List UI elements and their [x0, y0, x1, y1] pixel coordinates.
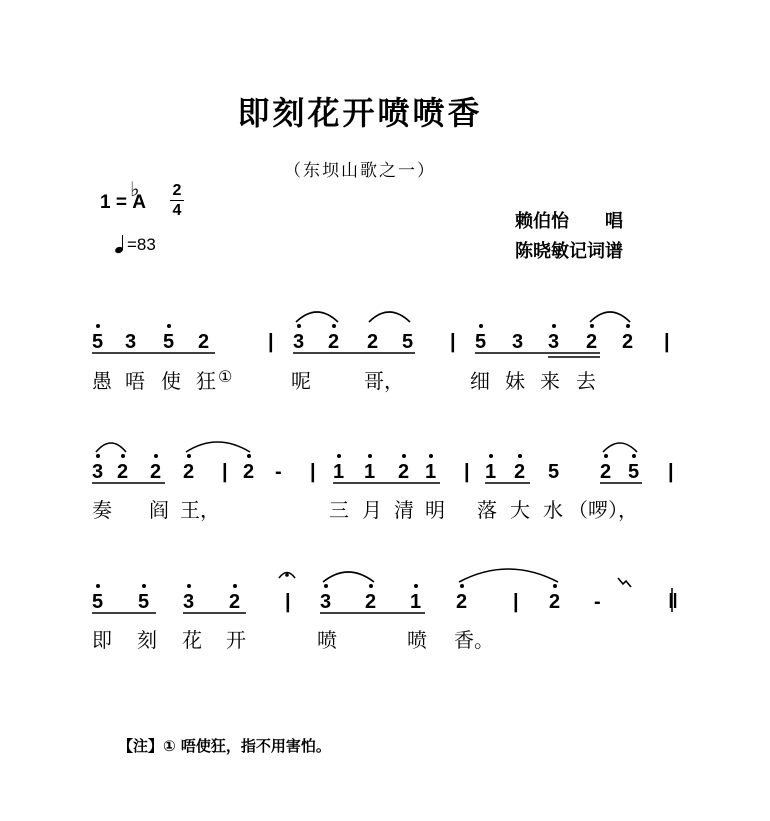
lyric: 三 — [329, 498, 349, 522]
barline: | — [464, 461, 470, 483]
lyric: 大 — [510, 498, 530, 522]
breath-mark-icon — [618, 578, 631, 587]
note: 5 — [163, 331, 175, 353]
note: 1 — [333, 461, 345, 483]
lyric: 哥， — [364, 369, 404, 393]
lyric: 去 — [576, 369, 596, 393]
note: 5 — [475, 331, 487, 353]
lyric: 落 — [477, 498, 497, 522]
note: 1 — [425, 461, 437, 483]
lyric: 喷 — [317, 628, 337, 652]
singer-credit: 赖伯怡 唱 — [515, 211, 623, 232]
key-prefix: 1 = — [100, 192, 133, 213]
note: 1 — [364, 461, 376, 483]
lyric: 香。 — [454, 628, 494, 652]
note: 3 — [293, 331, 305, 353]
final-barline: ‖ — [668, 591, 678, 613]
lyric: 呢 — [291, 369, 311, 393]
note: 2 — [117, 461, 129, 483]
note: 2 — [183, 461, 195, 483]
barline: | — [310, 461, 316, 483]
note: 2 — [365, 591, 377, 613]
lyric: 花 — [182, 628, 202, 652]
lyric: （啰）， — [568, 498, 638, 522]
barline: | — [222, 461, 228, 483]
notation-row-1 — [92, 312, 670, 357]
note: 2 — [514, 461, 526, 483]
note: 3 — [92, 461, 104, 483]
lyric: 刻 — [137, 628, 157, 652]
note: 2 — [229, 591, 241, 613]
footnote: 【注】① 唔使狂，指不用害怕。 — [118, 737, 331, 755]
notation-row-2 — [92, 442, 674, 483]
note: 3 — [320, 591, 332, 613]
key-letter: A — [132, 192, 146, 213]
notation-row-3 — [92, 569, 678, 613]
tempo-value: =83 — [127, 235, 156, 254]
lyric: 水 — [543, 498, 563, 522]
note: 2 — [150, 461, 162, 483]
note: 1 — [485, 461, 497, 483]
note: 3 — [125, 331, 137, 353]
lyric: 喷 — [407, 628, 427, 652]
recorder-credit: 陈晓敏记词谱 — [515, 241, 623, 262]
note: 2 — [398, 461, 410, 483]
note: - — [594, 591, 601, 613]
note: 2 — [549, 591, 561, 613]
note: 5 — [628, 461, 640, 483]
lyric: 狂 — [196, 369, 216, 393]
lyric: 开 — [226, 628, 246, 652]
lyric: 清 — [394, 498, 414, 522]
lyric: 细 — [470, 369, 490, 393]
note: - — [275, 461, 282, 483]
barline: | — [268, 331, 274, 353]
note: 5 — [138, 591, 150, 613]
lyric: 愚 — [92, 369, 112, 393]
note: 2 — [586, 331, 598, 353]
lyric: 奏 — [92, 498, 112, 522]
note: 2 — [243, 461, 255, 483]
flat-sign-icon: ♭ — [130, 177, 140, 201]
note: 2 — [328, 331, 340, 353]
note: 2 — [600, 461, 612, 483]
note: 2 — [456, 591, 468, 613]
barline: | — [668, 461, 674, 483]
barline: | — [450, 331, 456, 353]
lyric: 月 — [362, 498, 382, 522]
song-subtitle: （东坝山歌之一） — [284, 161, 436, 181]
note: 5 — [92, 331, 104, 353]
note: 3 — [548, 331, 560, 353]
footnote-marker: ① — [218, 367, 233, 386]
lyric: 王， — [180, 498, 220, 522]
barline: | — [513, 591, 519, 613]
note: 3 — [512, 331, 524, 353]
lyric: 来 — [540, 369, 560, 393]
note: 5 — [402, 331, 414, 353]
barline: | — [664, 331, 670, 353]
time-signature-top: 2 — [172, 182, 182, 199]
lyric: 即 — [92, 628, 112, 652]
note: 2 — [367, 331, 379, 353]
lyric: 唔 — [125, 369, 145, 393]
note: 5 — [92, 591, 104, 613]
lyric: 妹 — [505, 369, 525, 393]
time-signature-bottom: 4 — [172, 202, 182, 219]
barline: | — [285, 591, 291, 613]
note: 1 — [410, 591, 422, 613]
note: 3 — [183, 591, 195, 613]
lyric: 明 — [425, 498, 445, 522]
song-title: 即刻花开喷喷香 — [237, 94, 483, 132]
lyric: 使 — [161, 369, 181, 393]
note: 2 — [622, 331, 634, 353]
note: 5 — [548, 461, 560, 483]
note: 2 — [198, 331, 210, 353]
lyric: 阎 — [149, 498, 169, 522]
